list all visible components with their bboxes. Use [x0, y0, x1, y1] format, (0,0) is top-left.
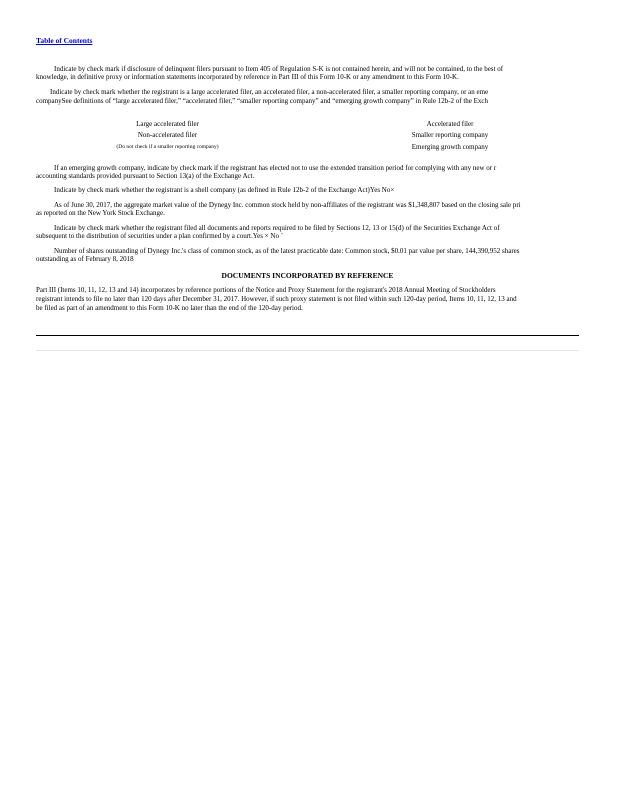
- paragraph-emerging-growth-line2: accounting standards provided pursuant to Section 13(a) of the Exchange Act.: [36, 172, 255, 180]
- reference-text-line3: be filed as part of an amendment to this Form 10-K no later than the end of the 120-day period.: [36, 304, 303, 312]
- paragraph-delinquent-filers-line1: Indicate by check mark if disclosure of delinquent filers pursuant to Item 405 of Regulation S-K is not contained herein, and will not be contained, to the best of: [54, 65, 504, 73]
- accelerated-filer-label: Accelerated filer: [426, 120, 474, 128]
- paragraph-filed-reports-line2: subsequent to the distribution of securities under a plan confirmed by a court.Yes × No ¨: [36, 232, 284, 240]
- paragraph-shares-outstanding-line1: Number of shares outstanding of Dynegy Inc.'s class of common stock, as of the latest practicable date: Common stock, $0.01 par value per share, 144,390,952 shares: [54, 247, 520, 255]
- non-accelerated-filer-label: Non-accelerated filer: [137, 131, 198, 139]
- reference-text-line1: Part III (Items 10, 11, 12, 13 and 14) incorporates by reference portions of the Notice and Proxy Statement for the registrant's 2018 Annual Meeting of Stockholders: [36, 286, 496, 294]
- paragraph-market-value-line1: As of June 30, 2017, the aggregate market value of the Dynegy Inc. common stock held by non-affiliates of the registrant was $1,348,807 based on the closing sale pri: [54, 201, 521, 209]
- reference-text-line2: registrant intends to file no later than 120 days after December 31, 2017. However, if such proxy statement is not filed within such 120-day period, Items 10, 11, 12, 13 and: [36, 295, 517, 303]
- table-of-contents-link[interactable]: Table of Contents: [36, 36, 93, 45]
- documents-incorporated-heading: DOCUMENTS INCORPORATED BY REFERENCE: [221, 271, 394, 280]
- page-divider-rule: [36, 335, 579, 336]
- paragraph-delinquent-filers-line2: knowledge, in definitive proxy or information statements incorporated by reference in Part III of this Form 10-K or any amendment to this Form 10-K.: [36, 73, 459, 81]
- paragraph-shell-company: Indicate by check mark whether the registrant is a shell company (as defined in Rule 12b-2 of the Exchange Act)Yes No×: [54, 186, 395, 194]
- paragraph-market-value-line2: as reported on the New York Stock Exchange.: [36, 209, 165, 217]
- emerging-growth-company-label: Emerging growth company: [411, 143, 489, 151]
- large-accelerated-filer-label: Large accelerated filer: [136, 120, 199, 128]
- page-divider-rule-light: [36, 350, 579, 351]
- paragraph-filed-reports-line1: Indicate by check mark whether the registrant filed all documents and reports required to be filed by Sections 12, 13 or 15(d) of the Securities Exchange Act of: [54, 224, 500, 232]
- paragraph-shares-outstanding-line2: outstanding as of February 8, 2018: [36, 255, 134, 263]
- paragraph-filer-status-line2: companySee definitions of “large accelerated filer,” “accelerated filer,” “smaller reporting company” and “emerging growth company” in Rule 12b-2 of the Exch: [36, 97, 489, 105]
- smaller-reporting-company-label: Smaller reporting company: [411, 131, 489, 139]
- paragraph-emerging-growth-line1: If an emerging growth company, indicate by check mark if the registrant has elected not to use the extended transition period for complying with any new or r: [54, 164, 497, 172]
- non-accelerated-note: (Do not check if a smaller reporting company): [116, 144, 219, 150]
- paragraph-filer-status-line1: Indicate by check mark whether the registrant is a large accelerated filer, an accelerated filer, a non-accelerated filer, a smaller reporting company, or an eme: [50, 88, 489, 96]
